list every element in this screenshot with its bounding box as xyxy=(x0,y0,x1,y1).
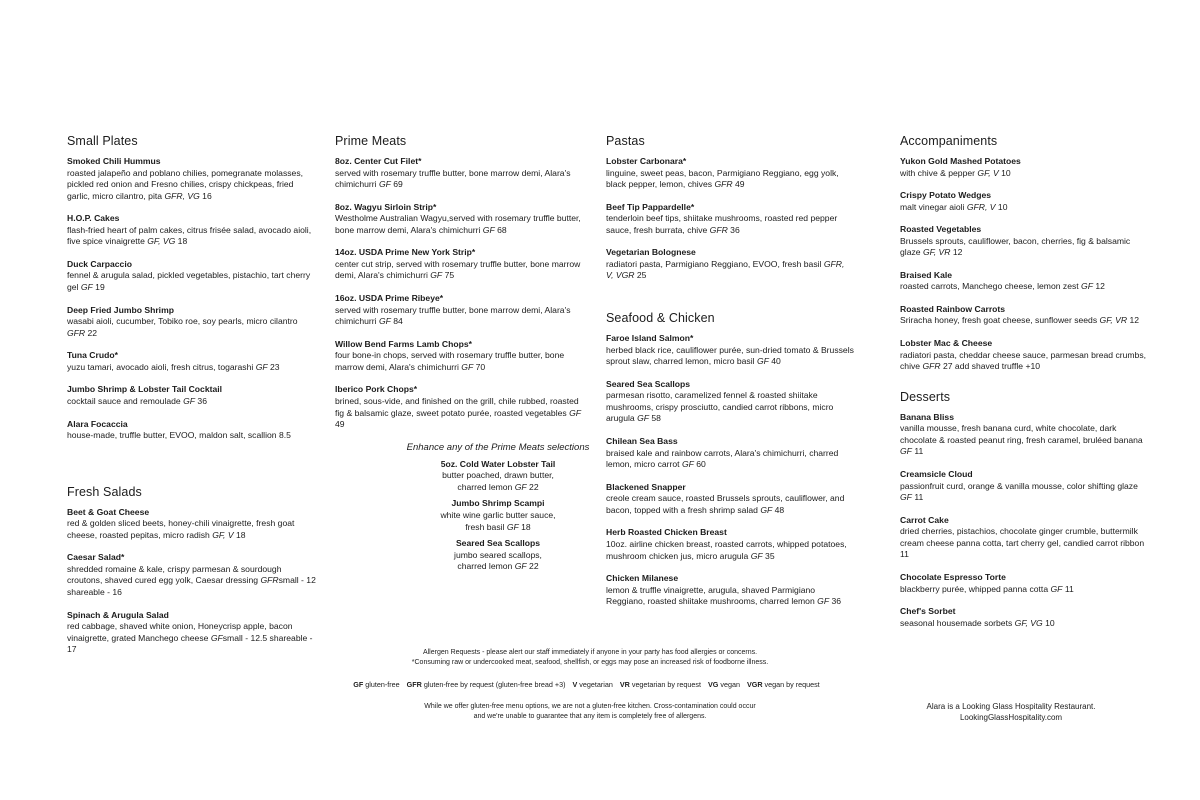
menu-item-name: Banana Bliss xyxy=(900,411,954,422)
menu-item xyxy=(900,338,1152,373)
legend-entry xyxy=(353,680,399,689)
menu-item-price: 60 xyxy=(693,459,706,470)
menu-item-desc-text: Brussels sprouts, cauliflower, bacon, cherries, fig & balsamic glaze xyxy=(900,235,1131,258)
menu-item-desc-text: malt vinegar aioli xyxy=(900,201,967,212)
menu-item-name: 16oz. USDA Prime Ribeye* xyxy=(335,293,444,304)
menu-item-price: 12 xyxy=(1092,281,1105,292)
menu-item-name: Alara Focaccia xyxy=(67,418,128,429)
menu-item-description xyxy=(900,236,1152,259)
menu-item-name: Herb Roasted Chicken Breast xyxy=(606,527,727,538)
menu-item-name: Vegetarian Bolognese xyxy=(606,247,696,258)
section-title-accompaniments: Accompaniments xyxy=(900,134,998,148)
menu-item-price: 12 xyxy=(950,247,963,258)
menu-item-description xyxy=(900,168,1152,180)
menu-item-desc-text: vanilla mousse, fresh banana curd, white chocolate, dark chocolate & roasted peanut ring, fresh caramel, bruléed banana xyxy=(900,423,1143,445)
legend-text: gluten-free by request (gluten-free bread +3) xyxy=(423,680,566,689)
menu-item-name: H.O.P. Cakes xyxy=(67,213,120,224)
menu-item xyxy=(67,213,317,248)
menu-item-desc-text: served with rosemary truffle butter, bone marrow demi, Alara's chimichurri xyxy=(335,167,571,190)
menu-item xyxy=(900,156,1152,179)
menu-item-dietary-tags: GF xyxy=(900,446,912,457)
menu-item-price: 12 xyxy=(1127,315,1140,326)
menu-item-desc-text: house-made, truffle butter, EVOO, maldon salt, scallion xyxy=(67,430,279,441)
menu-item-desc-text: linguine, sweet peas, bacon, Parmigiano Reggiano, egg yolk, black pepper, lemon, chives xyxy=(606,167,839,190)
menu-item-dietary-tags: GFR xyxy=(709,224,728,235)
menu-item-desc-text: cocktail sauce and remoulade xyxy=(67,395,184,406)
menu-item xyxy=(606,202,854,237)
menu-item xyxy=(900,515,1152,561)
enhancement-name: 5oz. Cold Water Lobster Tail xyxy=(440,458,556,469)
menu-item-description xyxy=(606,213,854,236)
menu-item-description xyxy=(606,585,854,608)
enhancement-desc-text: charred lemon xyxy=(457,561,515,572)
menu-item-description xyxy=(606,539,854,562)
menu-item-price: 11 xyxy=(900,549,909,560)
menu-item-price: 22 xyxy=(85,327,98,338)
menu-item-desc-text: center cut strip, served with rosemary truffle butter, bone marrow demi, Alara's chimichurri xyxy=(335,258,581,281)
menu-item xyxy=(335,156,585,191)
allergen-footer xyxy=(330,648,850,722)
menu-item-desc-text: radiatori pasta, cheddar cheese sauce, parmesan bread crumbs, chive xyxy=(900,349,1147,372)
menu-item-name: Chilean Sea Bass xyxy=(606,436,678,447)
menu-item xyxy=(900,469,1152,504)
menu-item-desc-text: fennel & arugula salad, pickled vegetables, pistachio, tart cherry gel xyxy=(67,270,311,293)
menu-item-desc-text: with chive & pepper xyxy=(900,167,978,178)
menu-item-dietary-tags: GF xyxy=(1081,281,1093,292)
menu-item xyxy=(335,293,585,328)
seafood-list xyxy=(606,333,854,608)
menu-item-dietary-tags: GF xyxy=(1050,583,1063,594)
menu-item xyxy=(335,247,585,282)
enhancement-dietary-tags: GF xyxy=(506,521,519,532)
menu-item-description xyxy=(900,584,1152,596)
menu-item-price: 10 xyxy=(998,167,1011,178)
menu-item xyxy=(67,350,317,373)
column-pastas-seafood xyxy=(606,134,854,619)
menu-item-desc-text: roasted carrots, Manchego cheese, lemon zest xyxy=(900,281,1082,292)
brand-line: Alara is a Looking Glass Hospitality Restaurant. xyxy=(926,702,1096,711)
menu-item-name: Faroe Island Salmon* xyxy=(606,333,694,344)
menu-item xyxy=(67,507,317,542)
column-accompaniments-desserts xyxy=(900,134,1152,640)
menu-item-name: Lobster Mac & Cheese xyxy=(900,338,993,349)
menu-item-desc-text: lemon & truffle vinaigrette, arugula, shaved Parmigiano Reggiano, roasted shiitake mushrooms, charred lemon xyxy=(606,584,818,607)
menu-item xyxy=(900,572,1152,595)
menu-item-name: Roasted Rainbow Carrots xyxy=(900,303,1006,314)
menu-item-price: 11 xyxy=(911,492,924,503)
menu-item-dietary-tags: GFR, V xyxy=(966,201,996,212)
menu-item-desc-text: red cabbage, shaved white onion, Honeycrisp apple, bacon vinaigrette, grated Manchego cheese xyxy=(67,621,293,643)
menu-item-name: Smoked Chili Hummus xyxy=(67,156,161,166)
menu-item xyxy=(606,379,854,425)
menu-item-dietary-tags: GF, VG xyxy=(1014,617,1043,628)
menu-item-dietary-tags: GF, VG xyxy=(147,236,176,247)
menu-item-price: small - 12 shareable - 16 xyxy=(67,575,316,597)
menu-item-desc-text: Westholme Australian Wagyu,served with rosemary truffle butter, bone marrow demi, Alara's chimichurri xyxy=(335,213,581,235)
column-prime-meats xyxy=(335,134,590,578)
enhancement-name: Seared Sea Scallops xyxy=(455,538,541,549)
menu-item-description xyxy=(900,350,1152,373)
menu-item-description xyxy=(67,564,317,599)
menu-item-price: 49 xyxy=(732,179,745,190)
menu-item xyxy=(900,224,1152,259)
menu-item-description xyxy=(67,518,317,541)
menu-item-price: 36 xyxy=(829,596,842,607)
desserts-list xyxy=(900,412,1152,629)
menu-item xyxy=(606,333,854,368)
menu-item-dietary-tags: GF xyxy=(482,224,495,235)
menu-item-dietary-tags: GF xyxy=(378,316,391,327)
legend-code: GF xyxy=(353,680,364,689)
legend-entry xyxy=(407,680,566,689)
menu-item-price: 48 xyxy=(772,504,785,515)
menu-item-dietary-tags: GFR xyxy=(260,575,279,586)
menu-item-desc-text: red & golden sliced beets, honey-chili vinaigrette, fresh goat cheese, roasted pepitas, micro radish xyxy=(67,518,295,540)
menu-item-price: 49 xyxy=(335,419,345,430)
menu-item-name: Beef Tip Pappardelle* xyxy=(606,201,695,212)
menu-item-desc-text: flash-fried heart of palm cakes, citrus frisée salad, avocado aioli, five spice vinaigrette xyxy=(67,224,312,247)
menu-item-dietary-tags: GF, V xyxy=(212,529,234,540)
menu-item xyxy=(606,436,854,471)
menu-item-dietary-tags: GFR xyxy=(714,179,733,190)
menu-item-description xyxy=(900,618,1152,630)
allergen-notice: Allergen Requests - please alert our staff immediately if anyone in your party has food allergies or concerns. xyxy=(422,649,758,656)
menu-item-description xyxy=(900,202,1152,214)
menu-item-price: 84 xyxy=(390,316,403,327)
menu-item-price: 36 xyxy=(727,224,740,235)
menu-item xyxy=(335,384,585,430)
menu-item-price: 18 xyxy=(175,236,188,247)
section-title-prime-meats: Prime Meats xyxy=(335,134,407,148)
section-title-fresh-salads: Fresh Salads xyxy=(67,484,142,499)
menu-item-description xyxy=(900,423,1152,458)
menu-item-name: Iberico Pork Chops* xyxy=(335,384,418,395)
menu-item-dietary-tags: GFR xyxy=(922,361,941,372)
menu-item-desc-text: radiatori pasta, Parmigiano Reggiano, EVOO, fresh basil xyxy=(606,258,824,269)
column-small-plates-salads xyxy=(67,134,317,667)
menu-item-desc-text: passionfruit curd, orange & vanilla mousse, color shifting glaze xyxy=(900,480,1138,491)
menu-item-name: Spinach & Arugula Salad xyxy=(67,609,169,620)
enhancement-price: 18 xyxy=(518,521,531,532)
menu-item-dietary-tags: GF xyxy=(681,459,694,470)
menu-item-description xyxy=(335,350,585,373)
menu-item-description xyxy=(606,168,854,191)
enhancement-dietary-tags: GF xyxy=(514,561,527,572)
menu-item-price: 27 add shaved truffle +10 xyxy=(940,361,1041,372)
legend-code: V xyxy=(572,680,578,689)
menu-item-description xyxy=(606,345,854,368)
menu-item-name: Caesar Salad* xyxy=(67,552,125,563)
menu-item-dietary-tags: GF, VR xyxy=(1099,315,1128,326)
menu-item-name: Chocolate Espresso Torte xyxy=(900,572,1006,582)
menu-item-price: 8.5 xyxy=(278,430,291,441)
menu-item-name: Duck Carpaccio xyxy=(67,258,132,269)
dietary-legend xyxy=(330,680,850,690)
menu-item xyxy=(900,270,1152,293)
menu-item-dietary-tags: GF xyxy=(430,270,443,281)
menu-item-name: 8oz. Wagyu Sirloin Strip* xyxy=(335,201,437,212)
menu-item-name: Deep Fried Jumbo Shrimp xyxy=(67,304,174,315)
menu-item xyxy=(606,573,854,608)
menu-item-dietary-tags: GF xyxy=(756,356,769,367)
menu-item-name: Blackened Snapper xyxy=(606,481,686,492)
menu-item-price: 36 xyxy=(195,395,207,406)
menu-item xyxy=(67,156,317,202)
menu-item-name: 14oz. USDA Prime New York Strip* xyxy=(335,247,476,258)
menu-item-desc-text: dried cherries, pistachios, chocolate ginger crumble, buttermilk cream cheese panna cotta, tart cherry gel, candied carrot ribbon xyxy=(900,526,1145,548)
menu-item-name: Yukon Gold Mashed Potatoes xyxy=(900,156,1021,166)
menu-item-name: Lobster Carbonara* xyxy=(606,156,687,166)
menu-item-desc-text: seasonal housemade sorbets xyxy=(900,617,1015,628)
menu-item xyxy=(67,419,317,442)
legend-entry xyxy=(708,680,740,689)
menu-item-price: 69 xyxy=(390,179,403,190)
menu-item-price: 18 xyxy=(233,529,246,540)
menu-item xyxy=(900,190,1152,213)
menu-item xyxy=(67,259,317,294)
menu-item xyxy=(606,482,854,517)
menu-item-description xyxy=(606,259,854,282)
menu-item-dietary-tags: GFR, V, VGR xyxy=(606,258,845,281)
menu-item xyxy=(900,412,1152,458)
menu-item xyxy=(606,247,854,282)
menu-item-dietary-tags: GF xyxy=(255,361,268,372)
menu-item-dietary-tags: GF xyxy=(80,282,93,293)
brand-footer xyxy=(900,701,1122,723)
gluten-note-line-2: and we're unable to guarantee that any item is completely free of allergens. xyxy=(473,713,707,720)
menu-item xyxy=(67,305,317,340)
menu-item-name: Crispy Potato Wedges xyxy=(900,190,992,201)
menu-item-dietary-tags: GFR xyxy=(67,327,86,338)
menu-item-description xyxy=(67,621,317,656)
legend-text: vegetarian xyxy=(579,680,613,689)
menu-item-dietary-tags: GF xyxy=(760,504,773,515)
legend-entry xyxy=(572,680,612,689)
menu-item xyxy=(335,202,585,237)
enhancement-desc-line-1: jumbo seared scallops, xyxy=(454,549,542,560)
menu-item-name: Chef's Sorbet xyxy=(900,606,956,617)
menu-item xyxy=(606,527,854,562)
fresh-salads-list xyxy=(67,507,317,656)
menu-item-dietary-tags: GF xyxy=(569,407,582,418)
menu-item-desc-text: parmesan risotto, caramelized fennel & roasted shiitake mushrooms, crispy prosciutto, candied carrot ribbons, micro arugula xyxy=(606,390,834,424)
menu-item-description xyxy=(900,481,1152,504)
menu-item-description xyxy=(606,448,854,471)
menu-item-dietary-tags: GF xyxy=(183,395,196,406)
menu-item-price: 70 xyxy=(473,361,486,372)
menu-item-description xyxy=(606,390,854,425)
pastas-list xyxy=(606,156,854,282)
prime-meats-list xyxy=(335,156,585,431)
legend-text: vegan by request xyxy=(764,680,820,689)
legend-text: gluten-free xyxy=(365,680,400,689)
menu-item-description xyxy=(335,168,585,191)
section-title-seafood: Seafood & Chicken xyxy=(606,311,715,326)
menu-item-price: 11 xyxy=(1062,583,1074,594)
menu-item xyxy=(67,384,317,407)
enhancement-name: Jumbo Shrimp Scampi xyxy=(451,498,545,509)
menu-item-dietary-tags: GF, VR xyxy=(922,247,951,258)
menu-item-dietary-tags: GFR, VG xyxy=(164,190,200,201)
menu-item-description xyxy=(335,213,585,236)
menu-item-price: 25 xyxy=(634,270,647,281)
menu-item-desc-text: blackberry purée, whipped panna cotta xyxy=(900,583,1051,594)
legend-code: GFR xyxy=(406,680,422,689)
gluten-note-line-1: While we offer gluten-free menu options, we are not a gluten-free kitchen. Cross-contamination could occur xyxy=(424,703,756,710)
menu-item-price: 19 xyxy=(92,282,105,293)
menu-item xyxy=(900,606,1152,629)
menu-item-desc-text: roasted jalapeño and poblano chilies, pomegranate molasses, pickled red onion and Fresno chilies, crispy chickpeas, fried garlic, micro cilantro, pita xyxy=(67,167,304,201)
enhancement-price: 22 xyxy=(526,481,539,492)
legend-text: vegan xyxy=(720,680,740,689)
menu-item-dietary-tags: GF xyxy=(637,413,649,424)
legend-code: VGR xyxy=(746,680,763,689)
enhancement-dietary-tags: GF xyxy=(514,481,527,492)
enhancement-desc-text: charred lemon xyxy=(457,481,515,492)
menu-item-price: 35 xyxy=(762,550,775,561)
menu-item-dietary-tags: GF xyxy=(750,550,763,561)
menu-item-description xyxy=(606,493,854,516)
menu-item-name: Braised Kale xyxy=(900,269,953,280)
small-plates-list xyxy=(67,156,317,442)
menu-item-description xyxy=(67,168,317,203)
menu-item-price: 11 xyxy=(911,446,924,457)
menu-item-desc-text: four bone-in chops, served with rosemary truffle butter, bone marrow demi, Alara's chimichurri xyxy=(335,350,565,372)
menu-item xyxy=(67,552,317,598)
menu-item-desc-text: Sriracha honey, fresh goat cheese, sunflower seeds xyxy=(900,315,1100,326)
menu-item-desc-text: creole cream sauce, roasted Brussels sprouts, cauliflower, and bacon, topped with a fresh shrimp salad xyxy=(606,493,845,515)
enhancements-title: Enhance any of the Prime Meats selections xyxy=(406,441,590,453)
menu-item-price: small - 12.5 shareable - 17 xyxy=(67,632,313,655)
menu-item-desc-text: shredded romaine & kale, crispy parmesan & sourdough croutons, shaved cured egg yolk, Caesar dressing xyxy=(67,563,282,586)
menu-item-price: 10 xyxy=(995,201,1008,212)
section-title-pastas: Pastas xyxy=(606,134,645,148)
menu-item-name: Seared Sea Scallops xyxy=(606,378,691,389)
menu-item-name: Creamsicle Cloud xyxy=(900,469,973,480)
menu-item-description xyxy=(335,396,585,431)
menu-item-description xyxy=(67,316,317,339)
menu-item-price: 58 xyxy=(649,413,661,424)
enhancement-desc-text: fresh basil xyxy=(465,521,507,532)
menu-item-price: 75 xyxy=(442,270,455,281)
menu-item-price: 16 xyxy=(199,190,212,201)
menu-item-description xyxy=(900,315,1152,327)
menu-item xyxy=(67,610,317,656)
menu-item-description xyxy=(67,396,317,408)
menu-item-name: Roasted Vegetables xyxy=(900,224,982,235)
gluten-note xyxy=(330,702,850,722)
menu-item xyxy=(900,304,1152,327)
menu-item-price: 10 xyxy=(1042,617,1055,628)
menu-item-description xyxy=(335,259,585,282)
menu-item xyxy=(335,339,585,374)
menu-item-dietary-tags: GF, V xyxy=(977,167,999,178)
menu-item-desc-text: 10oz. airline chicken breast, roasted carrots, whipped potatoes, mushroom chicken jus, micro arugula xyxy=(606,538,847,561)
consumption-warning: *Consuming raw or undercooked meat, seafood, shellfish, or eggs may pose an increased risk of foodborne illness. xyxy=(411,659,769,666)
menu-item-dietary-tags: GF xyxy=(900,492,912,503)
section-title-small-plates: Small Plates xyxy=(67,134,138,148)
menu-item-name: Jumbo Shrimp & Lobster Tail Cocktail xyxy=(67,384,223,395)
menu-item-name: Carrot Cake xyxy=(900,514,949,525)
legend-text: vegetarian by request xyxy=(631,680,701,689)
brand-website: LookingGlassHospitality.com xyxy=(959,713,1063,722)
menu-item-description xyxy=(67,430,317,442)
menu-item-price: 40 xyxy=(768,356,781,367)
menu-item-price: 68 xyxy=(494,224,507,235)
legend-entry xyxy=(747,680,820,689)
menu-item-desc-text: yuzu tamari, avocado aioli, fresh citrus, togarashi xyxy=(67,361,256,372)
menu-item-desc-text: served with rosemary truffle butter, bone marrow demi, Alara's chimichurri xyxy=(335,304,571,327)
enhancement-desc-line-1: white wine garlic butter sauce, xyxy=(440,509,556,520)
menu-item-description xyxy=(900,281,1152,293)
accompaniments-list xyxy=(900,156,1152,373)
menu-item-name: Chicken Milanese xyxy=(606,573,679,584)
menu-item-desc-text: tenderloin beef tips, shiitake mushrooms, roasted red pepper sauce, fresh burrata, chive xyxy=(606,213,838,235)
menu-item-desc-text: brined, sous-vide, and finished on the grill, chile rubbed, roasted fig & balsamic glaze, sweet potato purée, roasted vegetables xyxy=(335,395,579,418)
menu-item-description xyxy=(335,305,585,328)
menu-item-description xyxy=(67,225,317,248)
legend-code: VR xyxy=(619,680,630,689)
menu-item-name: Tuna Crudo* xyxy=(67,350,118,361)
menu-item-price: 23 xyxy=(267,361,280,372)
section-title-desserts: Desserts xyxy=(900,389,951,404)
menu-item-desc-text: wasabi aioli, cucumber, Tobiko roe, soy pearls, micro cilantro xyxy=(67,316,298,327)
enhancement-desc-line-1: butter poached, drawn butter, xyxy=(442,470,554,481)
menu-item-name: Willow Bend Farms Lamb Chops* xyxy=(335,338,472,349)
menu-item-dietary-tags: GF xyxy=(378,179,391,190)
menu-item-dietary-tags: GF xyxy=(210,632,223,643)
menu-item-dietary-tags: GF xyxy=(461,361,474,372)
menu-item-name: 8oz. Center Cut Filet* xyxy=(335,156,422,166)
legend-code: VG xyxy=(707,680,719,689)
menu-item-description xyxy=(67,362,317,374)
menu-item-dietary-tags: GF xyxy=(817,596,830,607)
menu-item-desc-text: braised kale and rainbow carrots, Alara's chimichurri, charred lemon, micro carrot xyxy=(606,447,839,470)
enhancement-price: 22 xyxy=(526,561,539,572)
menu-item-description xyxy=(900,526,1152,561)
menu-item-description xyxy=(67,270,317,293)
menu-item-name: Beet & Goat Cheese xyxy=(67,506,150,517)
menu-item xyxy=(606,156,854,191)
menu-item-desc-text: herbed black rice, cauliflower purée, sun-dried tomato & Brussels sprout slaw, charred lemon, micro basil xyxy=(606,344,854,367)
legend-entry xyxy=(620,680,701,689)
